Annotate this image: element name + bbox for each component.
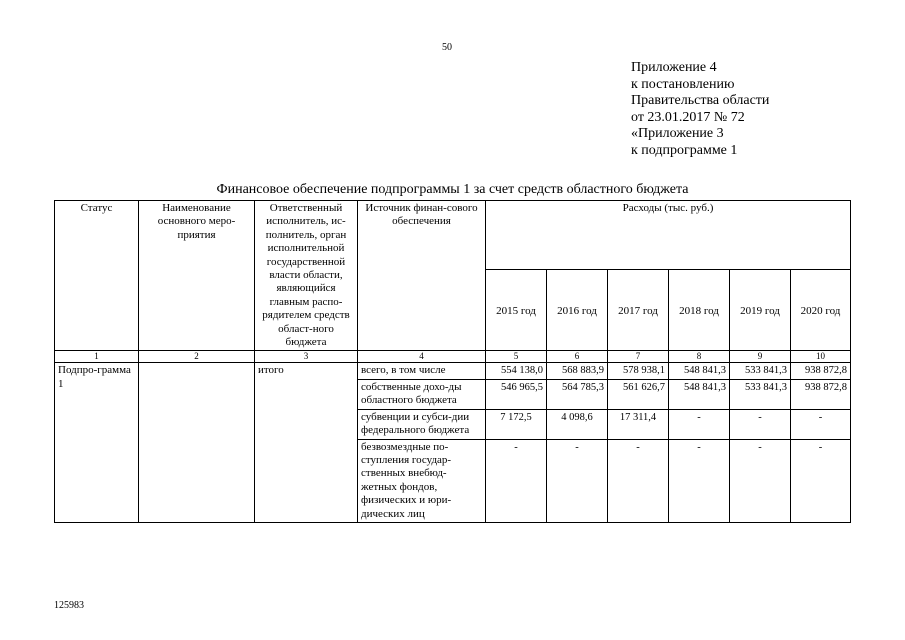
source-cell: всего, в том числе [358,363,486,379]
status-cell: Подпро-грамма 1 [55,363,139,522]
appendix-line: Приложение 4 [631,60,717,75]
value-cell: 564 785,3 [547,379,608,409]
column-number: 8 [669,351,730,363]
value-cell: 578 938,1 [608,363,669,379]
value-cell: - [730,439,791,522]
column-number: 5 [486,351,547,363]
source-cell: субвенции и субси-дии федерального бюджета [358,409,486,439]
header-status: Статус [55,201,139,351]
event-cell [139,363,255,522]
column-number: 10 [791,351,851,363]
value-cell: 554 138,0 [486,363,547,379]
header-executor: Ответственный исполнитель, ис-полнитель, орган исполнительной государственной власти области, являющийся главным распо-рядителем средств област-ного бюджета [255,201,358,351]
value-cell: 546 965,5 [486,379,547,409]
column-number: 7 [608,351,669,363]
column-number: 9 [730,351,791,363]
source-cell: собственные дохо-ды областного бюджета [358,379,486,409]
appendix-line: к постановлению [631,76,735,92]
appendix-line: от 23.01.2017 № 72 [631,109,745,125]
column-number: 3 [255,351,358,363]
header-year: 2020 год [791,269,851,351]
value-cell: 17 311,4 [608,409,669,439]
column-number: 2 [139,351,255,363]
source-cell: безвозмездные по-ступления государ-ственных внебюд-жетных фондов, физических и юри-дических лиц [358,439,486,522]
appendix-line: «Приложение 3 [631,126,724,141]
header-year: 2015 год [486,269,547,351]
value-cell: 7 172,5 [486,409,547,439]
value-cell: - [791,409,851,439]
table-row [55,363,851,379]
appendix-line: Правительства области [631,93,770,108]
header-source: Источник финан-сового обеспечения [358,201,486,351]
value-cell: 533 841,3 [730,379,791,409]
document-code: 125983 [54,600,84,611]
value-cell: 548 841,3 [669,379,730,409]
header-event: Наименование основного меро-приятия [139,201,255,351]
header-row [55,201,851,270]
value-cell: 938 872,8 [791,363,851,379]
header-year: 2016 год [547,269,608,351]
value-cell: - [791,439,851,522]
header-year: 2019 год [730,269,791,351]
value-cell: - [547,439,608,522]
value-cell: - [730,409,791,439]
header-year: 2018 год [669,269,730,351]
value-cell: 548 841,3 [669,363,730,379]
value-cell: - [669,439,730,522]
value-cell: 568 883,9 [547,363,608,379]
table-title: Финансовое обеспечение подпрограммы 1 за счет средств областного бюджета [216,182,689,197]
executor-cell: итого [255,363,358,522]
header-year: 2017 год [608,269,669,351]
appendix-line: к подпрограмме 1 [631,142,738,158]
appendix-header [631,60,769,159]
value-cell: - [608,439,669,522]
column-number-row [55,351,851,363]
header-expenses: Расходы (тыс. руб.) [486,201,851,270]
value-cell: 533 841,3 [730,363,791,379]
value-cell: 4 098,6 [547,409,608,439]
value-cell: 938 872,8 [791,379,851,409]
column-number: 1 [55,351,139,363]
value-cell: - [669,409,730,439]
column-number: 4 [358,351,486,363]
page-number: 50 [442,42,452,53]
value-cell: 561 626,7 [608,379,669,409]
column-number: 6 [547,351,608,363]
finance-table [54,200,851,523]
value-cell: - [486,439,547,522]
